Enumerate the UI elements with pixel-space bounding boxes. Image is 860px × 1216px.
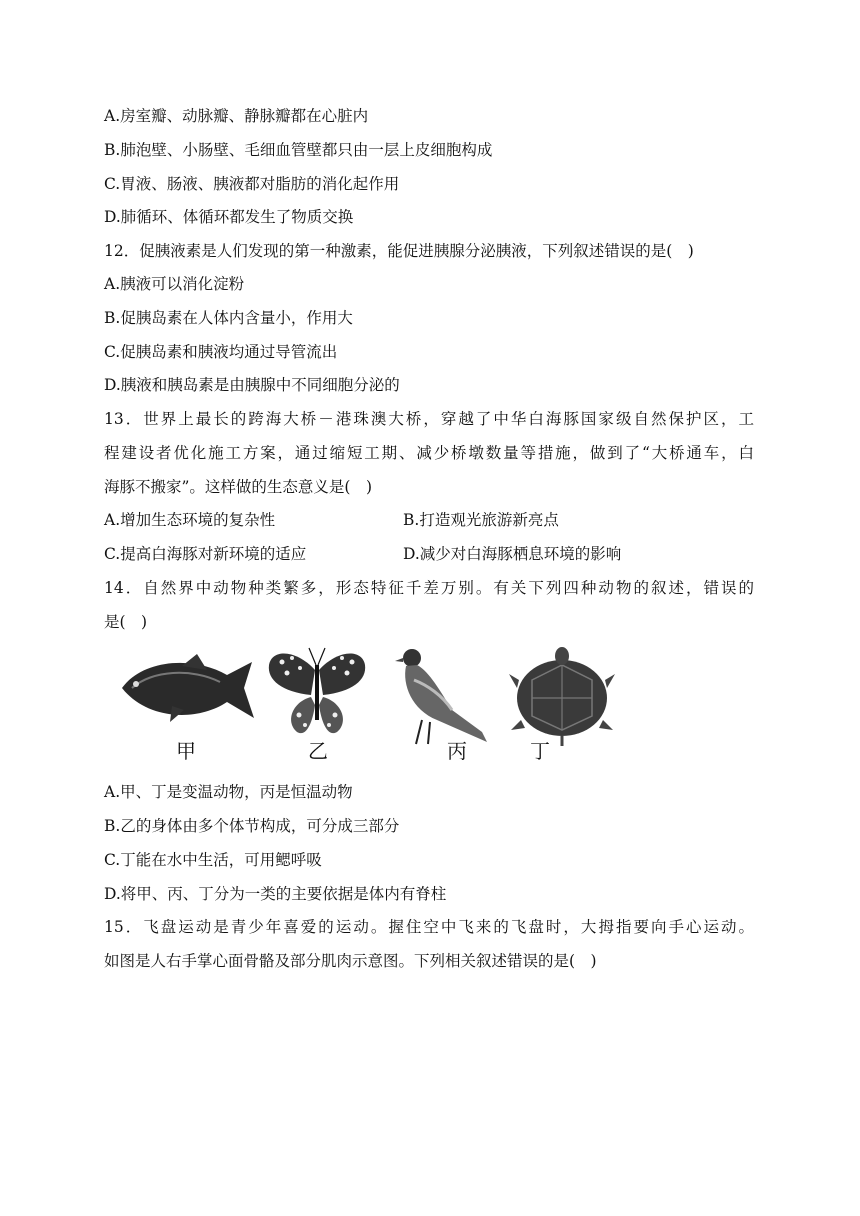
q15-stem-line-2: 如图是人右手掌心面骨骼及部分肌肉示意图。下列相关叙述错误的是( ) — [104, 952, 597, 970]
q12-option-b: B.促胰岛素在人体内含量小，作用大 — [104, 309, 353, 327]
q14-option-c: C.丁能在水中生活，可用鳃呼吸 — [104, 851, 322, 869]
q12-stem: 12．促胰液素是人们发现的第一种激素，能促进胰腺分泌胰液，下列叙述错误的是( ) — [104, 242, 694, 260]
q14-stem-line-2: 是( ) — [104, 613, 148, 631]
q13-stem-line-1: 13．世界上最长的跨海大桥－港珠澳大桥，穿越了中华白海豚国家级自然保护区，工 — [104, 410, 754, 428]
butterfly-image — [269, 648, 365, 733]
q13-stem-line-3: 海豚不搬家”。这样做的生态意义是( ) — [104, 478, 373, 496]
q14-option-a: A.甲、丁是变温动物，丙是恒温动物 — [104, 783, 353, 801]
q15-stem-line-1: 15．飞盘运动是青少年喜爱的运动。握住空中飞来的飞盘时，大拇指要向手心运动。 — [104, 918, 754, 936]
label-jia: 甲 — [176, 739, 196, 763]
q13-option-b: B.打造观光旅游新亮点 — [403, 511, 559, 529]
turtle-image — [509, 647, 615, 746]
q12-option-d: D.胰液和胰岛素是由胰腺中不同细胞分泌的 — [104, 376, 400, 394]
label-bing: 丙 — [447, 739, 467, 763]
q13-option-d: D.减少对白海豚栖息环境的影响 — [403, 545, 622, 563]
label-yi: 乙 — [308, 739, 328, 763]
q13-stem-line-2: 程建设者优化施工方案，通过缩短工期、减少桥墩数量等措施，做到了“大桥通车，白 — [104, 444, 754, 462]
q11-option-c: C.胃液、肠液、胰液都对脂肪的消化起作用 — [104, 175, 400, 193]
q13-option-c: C.提高白海豚对新环境的适应 — [104, 545, 307, 563]
q11-option-d: D.肺循环、体循环都发生了物质交换 — [104, 208, 354, 226]
pigeon-image — [395, 649, 487, 744]
fish-image — [122, 654, 254, 722]
q13-options-row-2 — [104, 544, 754, 564]
label-ding: 丁 — [530, 739, 550, 763]
q11-option-a: A.房室瓣、动脉瓣、静脉瓣都在心脏内 — [104, 107, 369, 125]
q14-stem-line-1: 14．自然界中动物种类繁多，形态特征千差万别。有关下列四种动物的叙述，错误的 — [104, 579, 754, 597]
q12-option-a: A.胰液可以消化淀粉 — [104, 275, 245, 293]
q13-option-a: A.增加生态环境的复杂性 — [104, 511, 276, 529]
q13-options-row-1 — [104, 510, 754, 530]
q12-option-c: C.促胰岛素和胰液均通过导管流出 — [104, 343, 338, 361]
q11-option-b: B.肺泡壁、小肠壁、毛细血管壁都只由一层上皮细胞构成 — [104, 141, 493, 159]
q14-option-b: B.乙的身体由多个体节构成，可分成三部分 — [104, 817, 400, 835]
q14-option-d: D.将甲、丙、丁分为一类的主要依据是体内有脊柱 — [104, 885, 447, 903]
animals-figure — [112, 640, 632, 770]
